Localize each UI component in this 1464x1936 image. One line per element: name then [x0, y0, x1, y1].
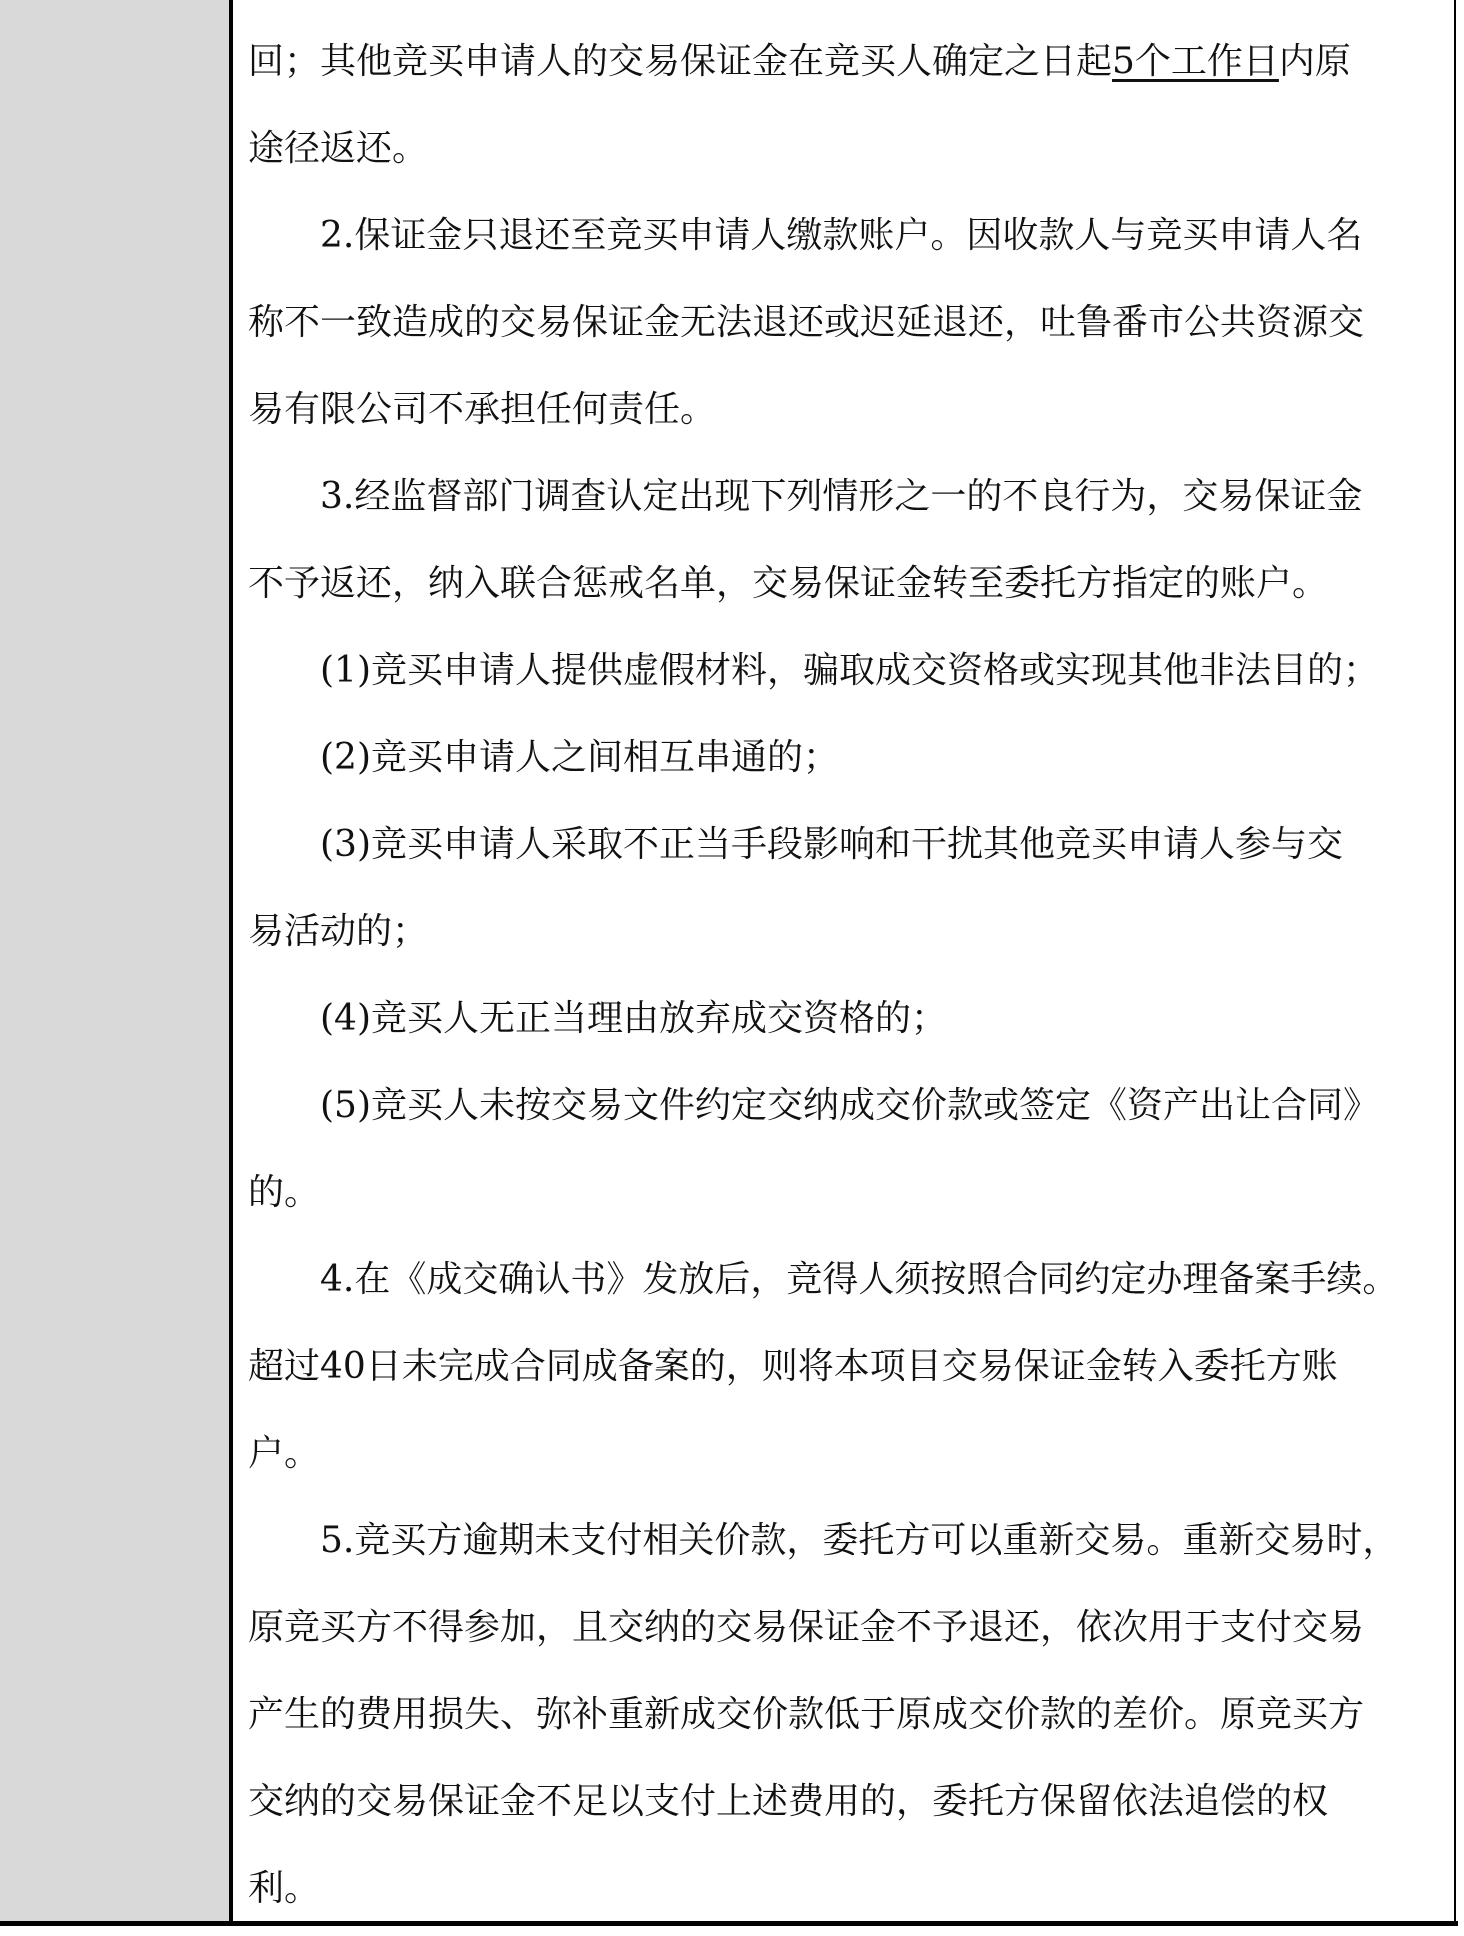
text-line: 户。	[248, 1433, 321, 1474]
paragraph-item-2: 2.保证金只退还至竞买申请人缴款账户。因收款人与竞买申请人名	[320, 215, 1363, 256]
text-line: 易活动的；	[248, 911, 429, 952]
text-line: 交纳的交易保证金不足以支付上述费用的，委托方保留依法追偿的权	[248, 1781, 1329, 1822]
text-line: 易有限公司不承担任何责任。	[248, 389, 717, 430]
text-line: 产生的费用损失、弥补重新成交价款低于原成交价款的差价。原竞买方	[248, 1694, 1365, 1735]
text-line: 原竞买方不得参加，且交纳的交易保证金不予退还，依次用于支付交易	[248, 1607, 1365, 1648]
sub-item-5: (5)竞买人未按交易文件约定交纳成交价款或签定《资产出让合同》	[320, 1085, 1379, 1126]
table-right-border	[1454, 0, 1456, 1926]
paragraph-item-4: 4.在《成交确认书》发放后，竞得人须按照合同约定办理备案手续。	[320, 1259, 1399, 1300]
paragraph-item-5: 5.竞买方逾期未支付相关价款，委托方可以重新交易。重新交易时，	[320, 1520, 1399, 1561]
text-line: 途径返还。	[248, 128, 429, 169]
text-line: 不予返还，纳入联合惩戒名单，交易保证金转至委托方指定的账户。	[248, 563, 1329, 604]
text-line: 超过40日未完成合同成备案的，则将本项目交易保证金转入委托方账	[248, 1346, 1338, 1387]
sub-item-1: (1)竞买申请人提供虚假材料，骗取成交资格或实现其他非法目的；	[320, 650, 1379, 691]
sub-item-2: (2)竞买申请人之间相互串通的；	[320, 737, 839, 778]
sub-item-4: (4)竞买人无正当理由放弃成交资格的；	[320, 998, 947, 1039]
text-line: 利。	[248, 1868, 321, 1909]
text-line: 称不一致造成的交易保证金无法退还或迟延退还，吐鲁番市公共资源交	[248, 302, 1365, 343]
underlined-deadline: 5个工作日	[1112, 41, 1279, 82]
table-left-column	[0, 0, 233, 1926]
paragraph-item-3: 3.经监督部门调查认定出现下列情形之一的不良行为，交易保证金	[320, 476, 1363, 517]
text-line: 回；其他竞买申请人的交易保证金在竞买人确定之日起5个工作日内原	[248, 41, 1351, 82]
table-content-cell	[248, 0, 1444, 1932]
text-line: 的。	[248, 1172, 321, 1213]
sub-item-3: (3)竞买申请人采取不正当手段影响和干扰其他竞买申请人参与交	[320, 824, 1343, 865]
